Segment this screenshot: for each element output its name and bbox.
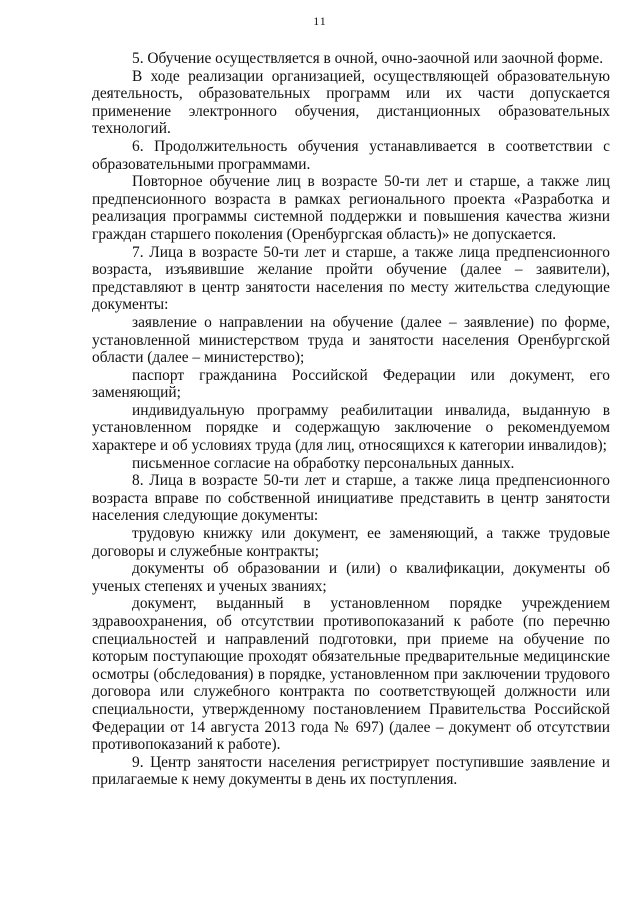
paragraph-elearning: В ходе реализации организацией, осуществляющей образовательную деятельность, образовательных программ или их части допускается применение электронного обучения, дистанционных образовательных технологий. (92, 67, 610, 138)
list-item-employment-record: трудовую книжку или документ, ее заменяющий, а также трудовые договоры и служебные контракты; (92, 525, 610, 560)
paragraph-9-registration: 9. Центр занятости населения регистрирует поступившие заявление и прилагаемые к нему документы в день их поступления. (92, 753, 610, 789)
paragraph-5-form: 5. Обучение осуществляется в очной, очно-заочной или заочной форме. (132, 50, 604, 67)
list-item-medical-certificate: документ, выданный в установленном порядке учреждением здравоохранения, об отсутствии противопоказаний к работе (по перечню специальностей и направлений подготовки, при приеме на обучение по которым поступающие проходят обязательные предварительные медицинские осмотры (обследования) в порядке, установленном при заключении трудового договора или служебного контракта по соответствующей должности или специальности, утвержденному постановлением Правительства Российской Федерации от 14 августа 2013 года № 697) (далее – документ об отсутствии противопоказаний к работе). (92, 595, 610, 754)
paragraph-6-duration: 6. Продолжительность обучения устанавливается в соответствии с образовательными программами. (92, 137, 610, 173)
paragraph-7-documents: 7. Лица в возрасте 50-ти лет и старше, а также лица предпенсионного возраста, изъявившие желание пройти обучение (далее – заявители), представляют в центр занятости населения по месту жительства следующие документы: (92, 243, 610, 314)
list-item-rehabilitation: индивидуальную программу реабилитации инвалида, выданную в установленном порядке и содержащую заключение о рекомендуемом характере и об условиях труда (для лиц, относящихся к категории инвалидов); (92, 401, 610, 455)
paragraph-8-optional-documents: 8. Лица в возрасте 50-ти лет и старше, а также лица предпенсионного возраста вправе по собственной инициативе представить в центр занятости населения следующие документы: (92, 472, 610, 525)
paragraph-repeat-training: Повторное обучение лиц в возрасте 50-ти лет и старше, а также лиц предпенсионного возраста в рамках регионального проекта «Разработка и реализация программы системной поддержки и повышения качества жизни граждан старшего поколения (Оренбургская область)» не допускается. (92, 173, 610, 243)
list-item-consent: письменное согласие на обработку персональных данных. (132, 454, 515, 472)
list-item-passport: паспорт гражданина Российской Федерации или документ, его заменяющий; (92, 366, 610, 402)
list-item-application: заявление о направлении на обучение (далее – заявление) по форме, установленной министерством труда и занятости населения Оренбургской области (далее – министерство); (92, 313, 610, 367)
list-item-education: документы об образовании и (или) о квалификации, документы об ученых степенях и ученых званиях; (92, 560, 610, 595)
page-number: 11 (313, 14, 327, 28)
document-body (92, 50, 610, 789)
